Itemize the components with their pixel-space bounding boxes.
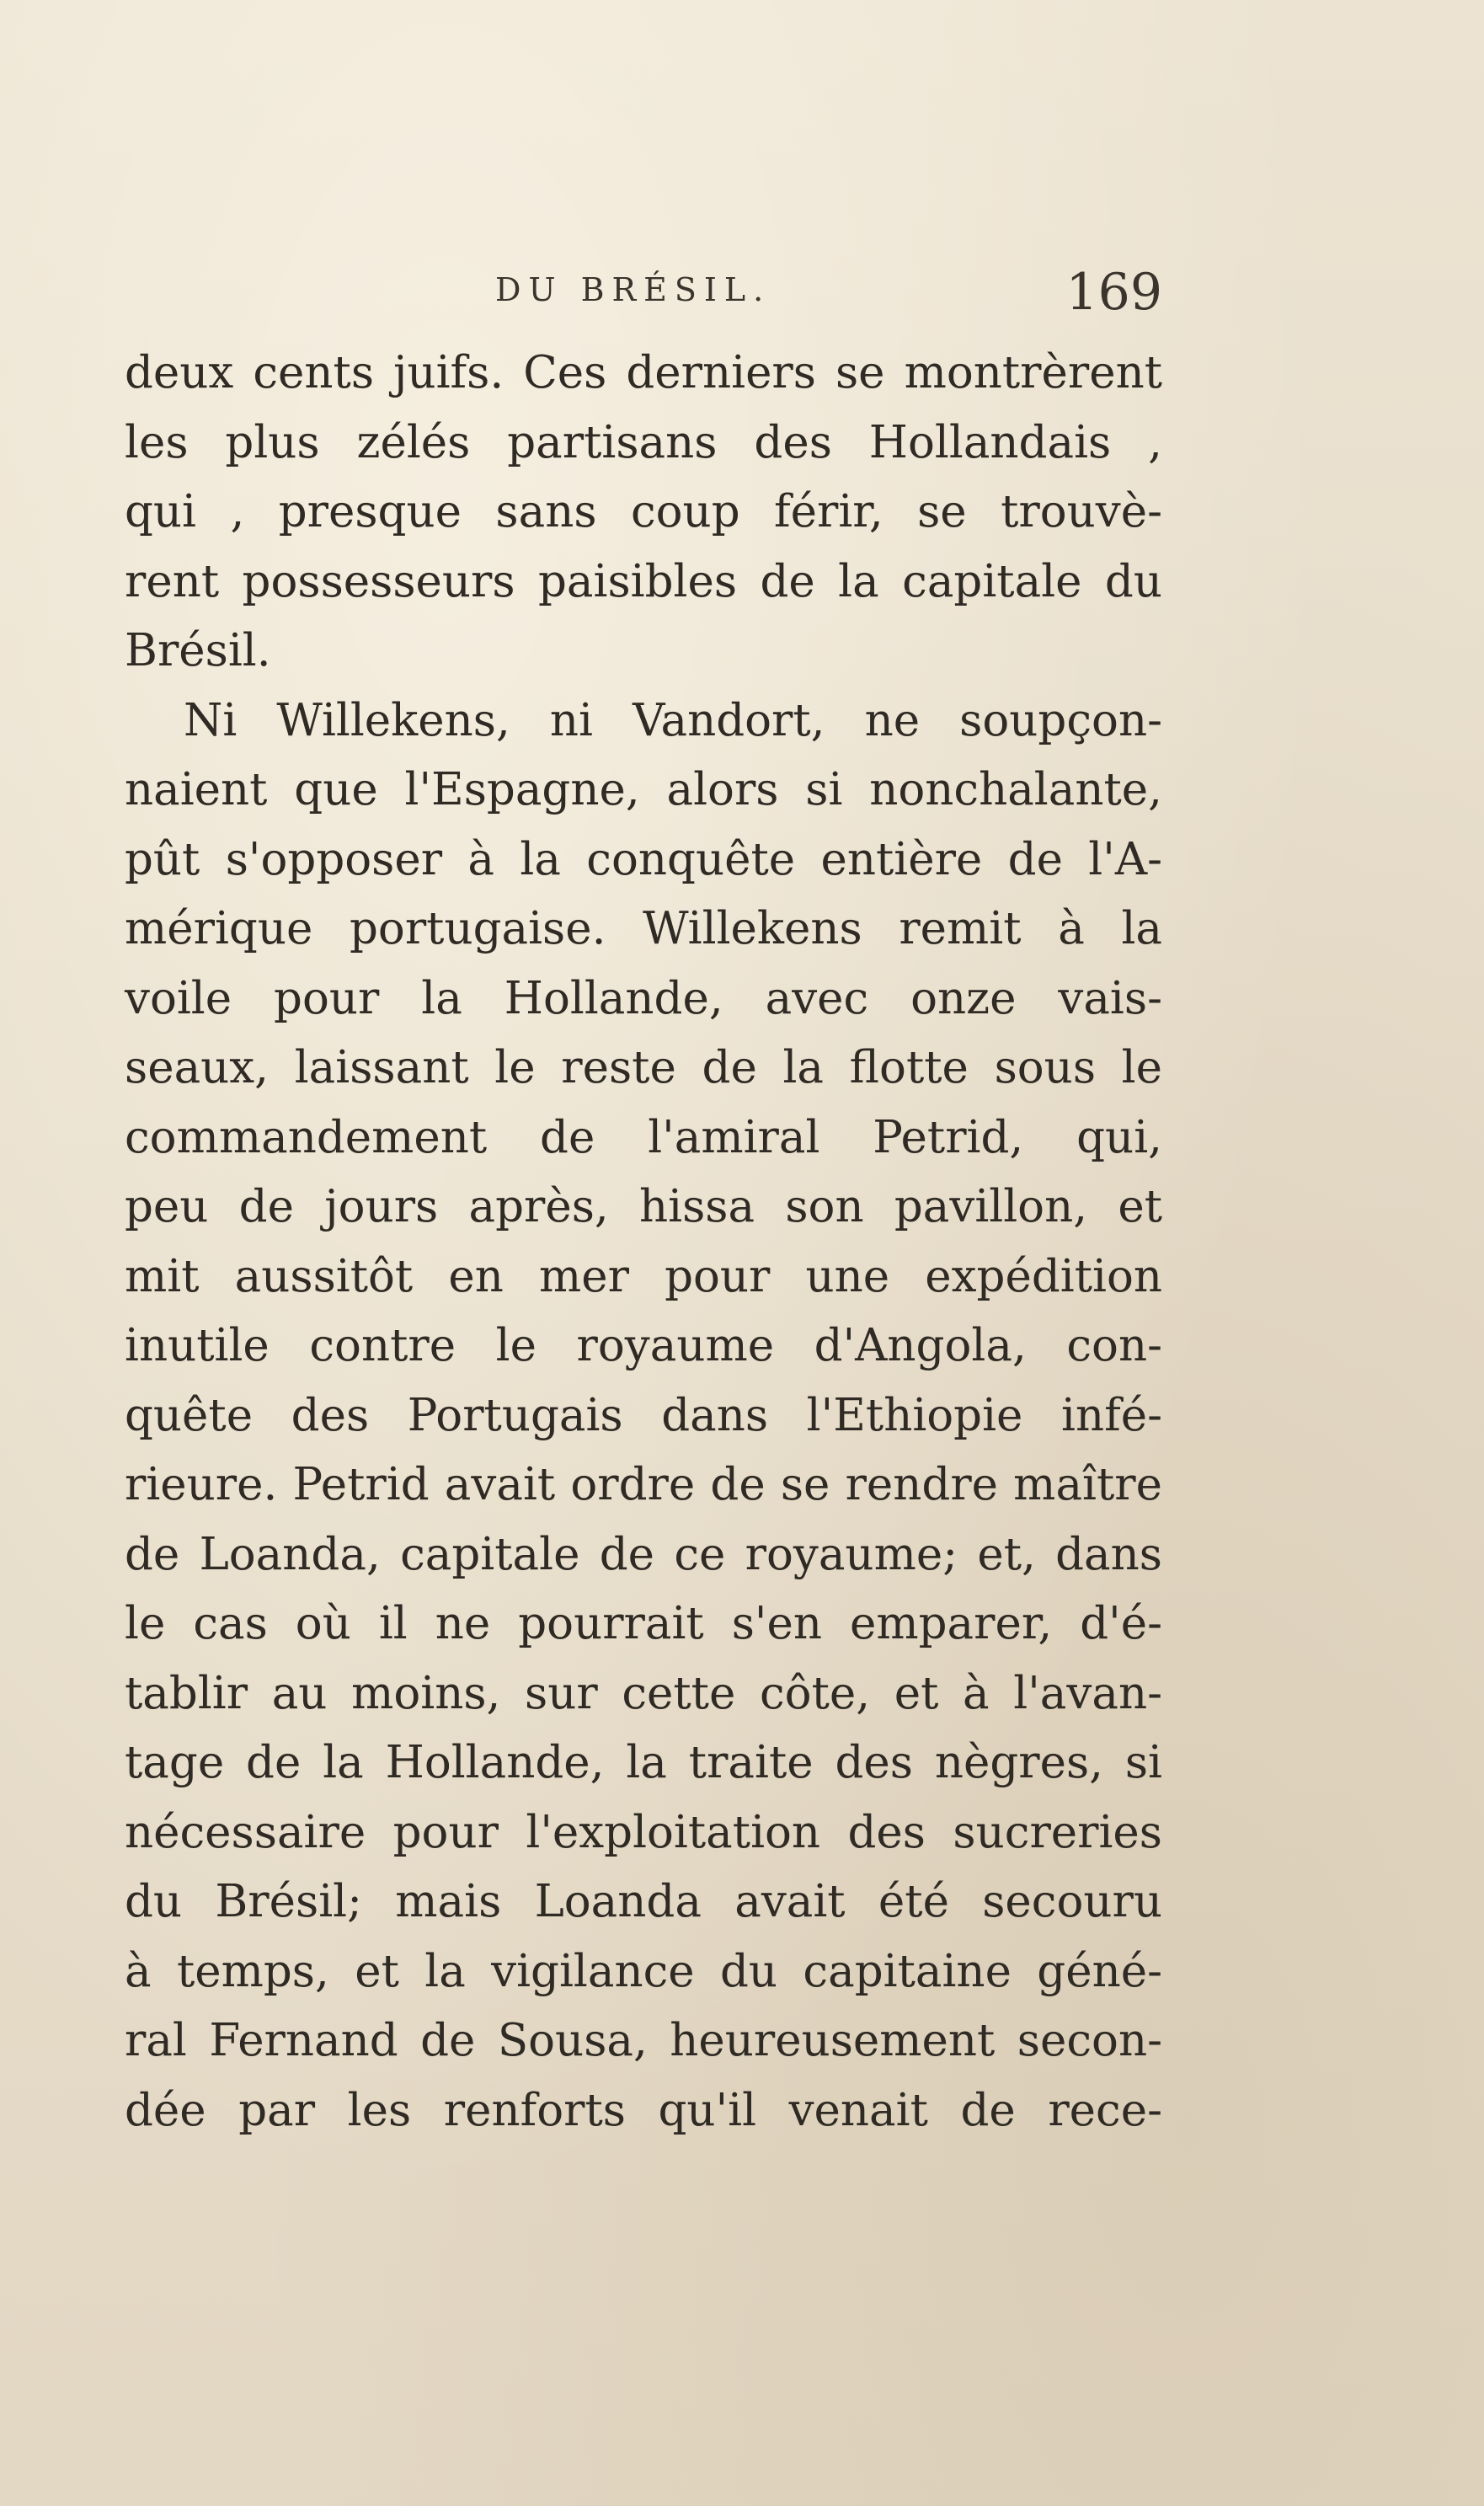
text-line: rieure. Petrid avait ordre de se rendre maître [125, 1459, 1162, 1510]
text-line: à temps, et la vigilance du capitaine géné- [125, 1945, 1162, 1997]
text-line: les plus zélés partisans des Hollandais , [125, 416, 1162, 468]
page-header [125, 263, 1162, 330]
text-line: du Brésil; mais Loanda avait été secouru [125, 1876, 1162, 1927]
text-line: tablir au moins, sur cette côte, et à l'avan- [125, 1667, 1162, 1719]
text-line: qui , presque sans coup férir, se trouvè- [125, 486, 1162, 537]
body-text [125, 339, 1162, 2145]
text-line: peu de jours après, hissa son pavillon, et [125, 1181, 1162, 1232]
text-line: tage de la Hollande, la traite des nègres, si [125, 1737, 1162, 1788]
text-line: le cas où il ne pourrait s'en emparer, d'é- [125, 1598, 1162, 1649]
text-line: quête des Portugais dans l'Ethiopie infé- [125, 1389, 1162, 1441]
text-line: naient que l'Espagne, alors si nonchalante, [125, 764, 1162, 815]
page-number: 169 [1065, 263, 1162, 322]
text-line: commandement de l'amiral Petrid, qui, [125, 1111, 1162, 1163]
text-line: de Loanda, capitale de ce royaume; et, dans [125, 1528, 1162, 1580]
text-line: Brésil. [125, 625, 271, 676]
text-line: mérique portugaise. Willekens remit à la [125, 903, 1162, 954]
text-line: voile pour la Hollande, avec onze vais- [125, 972, 1162, 1024]
running-title: DU BRÉSIL. [495, 271, 771, 308]
text-line: mit aussitôt en mer pour une expédition [125, 1250, 1162, 1302]
text-line: dée par les renforts qu'il venait de rece- [125, 2084, 1162, 2136]
text-line: nécessaire pour l'exploitation des sucreries [125, 1806, 1162, 1858]
text-line: pût s'opposer à la conquête entière de l'A- [125, 833, 1162, 885]
text-line: deux cents juifs. Ces derniers se montrèrent [125, 347, 1162, 398]
text-line: inutile contre le royaume d'Angola, con- [125, 1320, 1162, 1371]
paragraph-first-line: Ni Willekens, ni Vandort, ne soupçon- [184, 694, 1162, 746]
text-line: rent possesseurs paisibles de la capitale du [125, 555, 1162, 607]
text-line: seaux, laissant le reste de la flotte sous le [125, 1042, 1162, 1093]
text-line: ral Fernand de Sousa, heureusement secon- [125, 2015, 1162, 2066]
